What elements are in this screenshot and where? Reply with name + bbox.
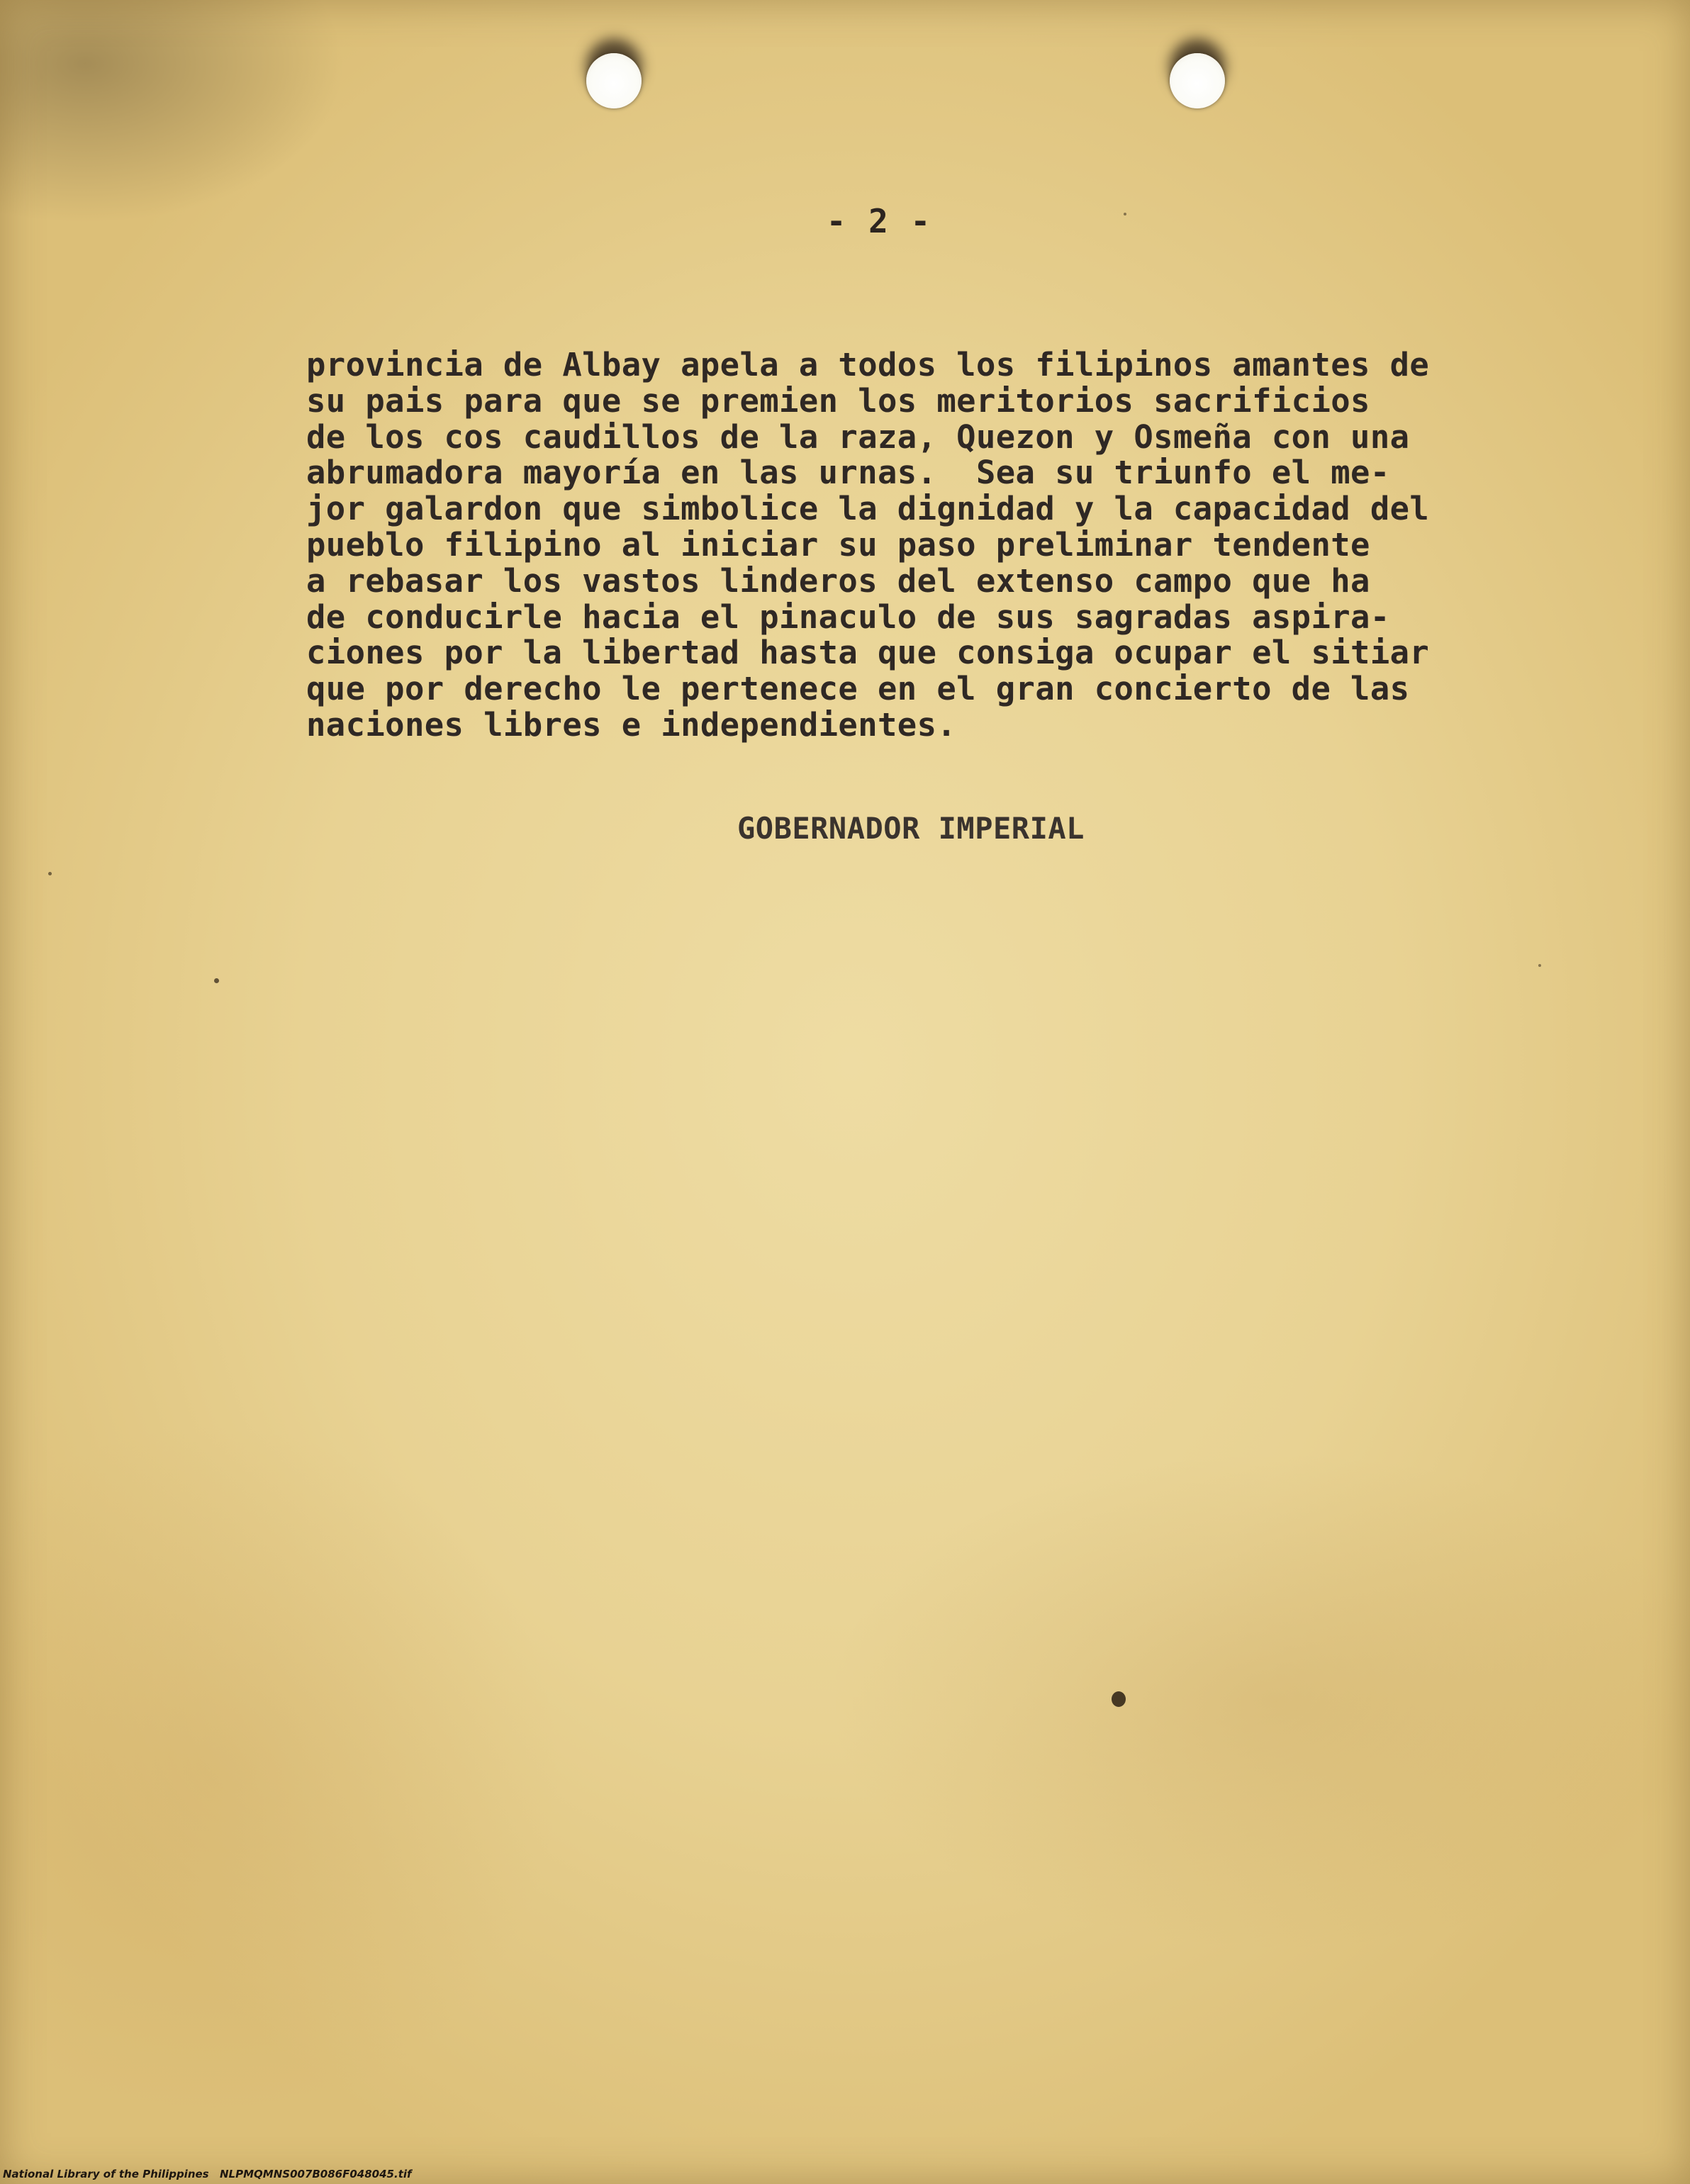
body-line: a rebasar los vastos linderos del extenso campo que ha — [306, 561, 1370, 600]
ink-speck — [1124, 213, 1126, 215]
body-line: de los cos caudillos de la raza, Quezon y Osmeña con una — [306, 418, 1410, 456]
body-paragraph — [306, 347, 1554, 744]
signature-title: GOBERNADOR IMPERIAL — [737, 811, 1085, 846]
punch-hole-right — [1170, 53, 1225, 108]
ink-spot — [1112, 1691, 1126, 1707]
ink-speck — [48, 872, 52, 875]
body-line: naciones libres e independientes. — [306, 705, 957, 744]
body-line: abrumadora mayoría en las urnas. Sea su triunfo el me- — [306, 454, 1390, 492]
body-line: pueblo filipino al iniciar su paso preliminar tendente — [306, 525, 1370, 564]
ink-speck — [214, 978, 219, 983]
archive-caption: National Library of the Philippines — [3, 2168, 209, 2180]
file-name: NLPMQMNS007B086F048045.tif — [220, 2168, 412, 2180]
body-line: provincia de Albay apela a todos los filipinos amantes de — [306, 346, 1430, 383]
body-line: de conducirle hacia el pinaculo de sus sagradas aspira- — [306, 598, 1390, 636]
body-line: jor galardon que simbolice la dignidad y la capacidad del — [306, 490, 1430, 528]
body-line: ciones por la libertad hasta que consiga ocupar el sitiar — [306, 634, 1430, 672]
ink-speck — [1538, 964, 1541, 967]
page-number: - 2 - — [826, 202, 932, 240]
body-line: que por derecho le pertenece en el gran concierto de las — [306, 670, 1410, 708]
punch-hole-left — [586, 53, 642, 108]
body-line: su pais para que se premien los meritorios sacrificios — [306, 381, 1370, 420]
